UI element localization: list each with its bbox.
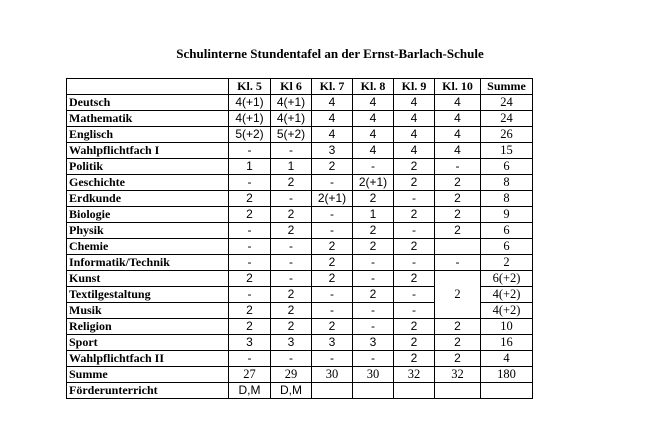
hours-cell: 4(+1) [229, 95, 271, 111]
header-blank-cell [67, 79, 229, 95]
hours-cell: 2 [353, 223, 394, 239]
hours-cell: 2 [394, 351, 435, 367]
hours-cell: 32 [394, 367, 435, 383]
table-row [67, 143, 533, 159]
hours-cell: D,M [271, 383, 312, 399]
column-header: Kl. 9 [394, 79, 435, 95]
hours-cell: - [312, 175, 353, 191]
hours-cell [435, 383, 481, 399]
total-cell: 6 [481, 159, 533, 175]
subject-label: Summe [67, 367, 229, 383]
table-row [67, 159, 533, 175]
hours-cell: 2(+1) [312, 191, 353, 207]
subject-label: Musik [67, 303, 229, 319]
subject-label: Geschichte [67, 175, 229, 191]
table-row [67, 367, 533, 383]
hours-cell: 2 [435, 223, 481, 239]
hours-cell: - [394, 191, 435, 207]
hours-cell [394, 383, 435, 399]
hours-cell: 2 [435, 175, 481, 191]
total-cell: 24 [481, 111, 533, 127]
table-row [67, 111, 533, 127]
hours-cell: - [394, 223, 435, 239]
table-row [67, 239, 533, 255]
total-cell: 9 [481, 207, 533, 223]
table-row [67, 191, 533, 207]
hours-cell: 2 [312, 239, 353, 255]
hours-cell: - [353, 351, 394, 367]
hours-cell: 32 [435, 367, 481, 383]
subject-label: Biologie [67, 207, 229, 223]
hours-cell: - [271, 271, 312, 287]
hours-cell: 2 [394, 335, 435, 351]
hours-cell: 2 [229, 271, 271, 287]
hours-cell: 2 [312, 271, 353, 287]
hours-cell: 2 [271, 207, 312, 223]
hours-cell: 4 [394, 143, 435, 159]
hours-cell: 3 [312, 335, 353, 351]
table-row [67, 319, 533, 335]
hours-cell: 27 [229, 367, 271, 383]
hours-cell: 4 [435, 111, 481, 127]
hours-cell [435, 239, 481, 255]
hours-cell: 1 [271, 159, 312, 175]
hours-cell: 2 [312, 255, 353, 271]
hours-cell: 2(+1) [353, 175, 394, 191]
hours-cell: 4 [312, 111, 353, 127]
total-cell: 6(+2) [481, 271, 533, 287]
hours-cell: 1 [229, 159, 271, 175]
hours-cell: 2 [271, 303, 312, 319]
hours-cell: 2 [271, 175, 312, 191]
hours-cell: - [353, 159, 394, 175]
subject-label: Förderunterricht [67, 383, 229, 399]
hours-cell: - [312, 223, 353, 239]
hours-cell: 2 [394, 175, 435, 191]
total-cell: 180 [481, 367, 533, 383]
page-title: Schulinterne Stundentafel an der Ernst-Barlach-Schule [176, 46, 484, 61]
table-row [67, 95, 533, 111]
subject-label: Chemie [67, 239, 229, 255]
hours-cell: - [435, 255, 481, 271]
hours-cell: - [271, 239, 312, 255]
table-row [67, 335, 533, 351]
hours-cell: - [229, 351, 271, 367]
hours-cell: - [394, 303, 435, 319]
hours-cell: 4 [435, 143, 481, 159]
total-cell: 4(+2) [481, 287, 533, 303]
hours-cell: - [229, 143, 271, 159]
hours-cell: 2 [394, 207, 435, 223]
table-row [67, 223, 533, 239]
hours-cell: 4 [353, 143, 394, 159]
total-cell: 6 [481, 223, 533, 239]
subject-label: Wahlpflichtfach I [67, 143, 229, 159]
hours-cell: 1 [353, 207, 394, 223]
hours-cell: 3 [312, 143, 353, 159]
subject-label: Religion [67, 319, 229, 335]
hours-cell: - [312, 303, 353, 319]
hours-cell: 2 [271, 287, 312, 303]
table-row [67, 207, 533, 223]
total-cell [481, 383, 533, 399]
hours-cell: 2 [229, 207, 271, 223]
hours-cell: 2 [353, 239, 394, 255]
hours-cell: 30 [312, 367, 353, 383]
hours-cell: 5(+2) [229, 127, 271, 143]
total-cell: 16 [481, 335, 533, 351]
subject-label: Sport [67, 335, 229, 351]
hours-cell: 2 [271, 319, 312, 335]
hours-cell: - [312, 207, 353, 223]
hours-cell: 4 [394, 111, 435, 127]
hours-cell: 4 [394, 95, 435, 111]
hours-cell: 2 [312, 159, 353, 175]
subject-label: Erdkunde [67, 191, 229, 207]
subject-label: Deutsch [67, 95, 229, 111]
hours-cell: 2 [435, 335, 481, 351]
column-header: Kl. 10 [435, 79, 481, 95]
subject-label: Mathematik [67, 111, 229, 127]
hours-cell [312, 383, 353, 399]
total-cell: 2 [481, 255, 533, 271]
hours-cell: D,M [229, 383, 271, 399]
hours-cell: - [229, 255, 271, 271]
hours-cell: 3 [229, 335, 271, 351]
hours-cell: - [394, 287, 435, 303]
hours-cell: 4(+1) [271, 95, 312, 111]
column-header: Kl. 8 [353, 79, 394, 95]
merged-hours-cell: 2 [435, 271, 481, 319]
timetable [66, 78, 533, 399]
hours-cell: 3 [353, 335, 394, 351]
table-row [67, 271, 533, 287]
hours-cell: 5(+2) [271, 127, 312, 143]
hours-cell: 2 [271, 223, 312, 239]
total-cell: 4(+2) [481, 303, 533, 319]
hours-cell: 2 [229, 303, 271, 319]
hours-cell: 30 [353, 367, 394, 383]
subject-label: Englisch [67, 127, 229, 143]
table-row [67, 127, 533, 143]
table-row [67, 351, 533, 367]
hours-cell: - [229, 175, 271, 191]
subject-label: Kunst [67, 271, 229, 287]
hours-cell: 4 [435, 127, 481, 143]
hours-cell: 2 [435, 191, 481, 207]
hours-cell: 4(+1) [271, 111, 312, 127]
hours-cell: 4 [435, 95, 481, 111]
hours-cell: - [229, 287, 271, 303]
hours-cell: 2 [229, 191, 271, 207]
hours-cell: 29 [271, 367, 312, 383]
hours-cell: - [353, 319, 394, 335]
hours-cell: 2 [394, 319, 435, 335]
hours-cell: - [312, 351, 353, 367]
table-row [67, 175, 533, 191]
hours-cell: - [353, 255, 394, 271]
subject-label: Informatik/Technik [67, 255, 229, 271]
subject-label: Politik [67, 159, 229, 175]
hours-cell: - [271, 351, 312, 367]
header-row [67, 79, 533, 95]
total-cell: 24 [481, 95, 533, 111]
hours-cell: - [353, 303, 394, 319]
hours-cell: - [394, 255, 435, 271]
hours-cell: 4 [394, 127, 435, 143]
hours-cell: 2 [394, 239, 435, 255]
total-cell: 4 [481, 351, 533, 367]
total-cell: 8 [481, 175, 533, 191]
column-header: Kl 6 [271, 79, 312, 95]
hours-cell: - [271, 143, 312, 159]
hours-cell: 2 [435, 207, 481, 223]
hours-cell [353, 383, 394, 399]
subject-label: Wahlpflichtfach II [67, 351, 229, 367]
hours-cell: 4 [312, 127, 353, 143]
column-header: Summe [481, 79, 533, 95]
hours-cell: 2 [353, 191, 394, 207]
hours-cell: - [271, 255, 312, 271]
total-cell: 26 [481, 127, 533, 143]
hours-cell: 2 [394, 271, 435, 287]
hours-cell: - [353, 271, 394, 287]
hours-cell: 2 [394, 159, 435, 175]
total-cell: 10 [481, 319, 533, 335]
subject-label: Physik [67, 223, 229, 239]
hours-cell: 3 [271, 335, 312, 351]
hours-cell: - [229, 239, 271, 255]
total-cell: 15 [481, 143, 533, 159]
hours-cell: 4 [353, 127, 394, 143]
column-header: Kl. 5 [229, 79, 271, 95]
table-row [67, 255, 533, 271]
hours-cell: 4 [312, 95, 353, 111]
total-cell: 6 [481, 239, 533, 255]
hours-cell: - [271, 191, 312, 207]
hours-cell: 4 [353, 95, 394, 111]
hours-cell: - [435, 159, 481, 175]
hours-cell: 4 [353, 111, 394, 127]
hours-cell: 2 [435, 319, 481, 335]
column-header: Kl. 7 [312, 79, 353, 95]
hours-cell: 2 [229, 319, 271, 335]
hours-cell: - [229, 223, 271, 239]
total-cell: 8 [481, 191, 533, 207]
table-row [67, 383, 533, 399]
hours-cell: 2 [435, 351, 481, 367]
hours-cell: 4(+1) [229, 111, 271, 127]
hours-cell: 2 [353, 287, 394, 303]
hours-cell: - [312, 287, 353, 303]
hours-cell: 2 [312, 319, 353, 335]
subject-label: Textilgestaltung [67, 287, 229, 303]
